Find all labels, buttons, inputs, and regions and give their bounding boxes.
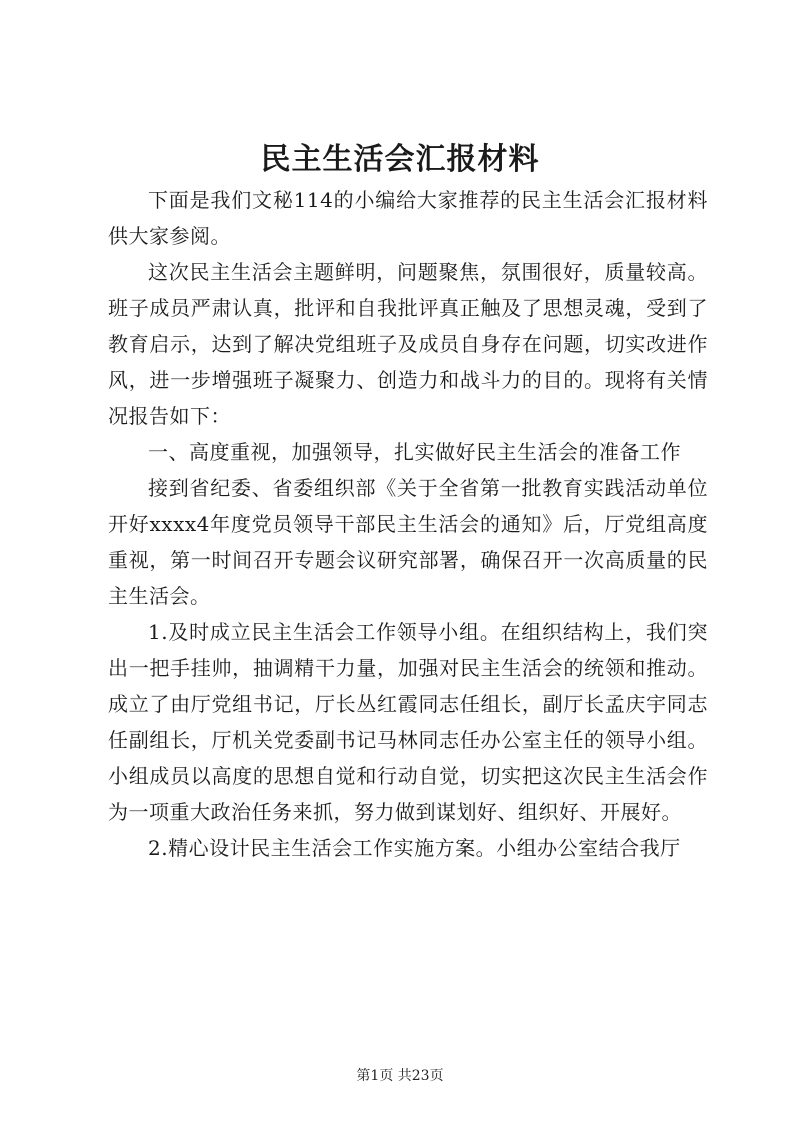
paragraph-notice: 接到省纪委、省委组织部《关于全省第一批教育实践活动单位开好xxxx4年度党员领导干部民主生活会的通知》后，厅党组高度重视，第一时间召开专题会议研究部署，确保召开一次高质量的民主生活会。 bbox=[108, 476, 708, 608]
paragraph-item-1: 1.及时成立民主生活会工作领导小组。在组织结构上，我们突出一把手挂帅，抽调精干力量，加强对民主生活会的统领和推动。成立了由厅党组书记，厅长丛红霞同志任组长，副厅长孟庆宇同志任副组长，厅机关党委副书记马林同志任办公室主任的领导小组。小组成员以高度的思想自觉和行动自觉，切实把这次民主生活会作为一项重大政治任务来抓，努力做到谋划好、组织好、开展好。 bbox=[108, 620, 708, 824]
page-footer: 第1页 共23页 bbox=[356, 1068, 444, 1084]
paragraph-summary: 这次民主生活会主题鲜明，问题聚焦，氛围很好，质量较高。班子成员严肃认真，批评和自我批评真正触及了思想灵魂，受到了教育启示，达到了解决党组班子及成员自身存在问题，切实改进作风，进一步增强班子凝聚力、创造力和战斗力的目的。现将有关情况报告如下： bbox=[108, 260, 708, 428]
paragraph-intro: 下面是我们文秘114的小编给大家推荐的民主生活会汇报材料供大家参阅。 bbox=[108, 188, 708, 248]
document-body bbox=[108, 182, 708, 866]
paragraph-item-2: 2.精心设计民主生活会工作实施方案。小组办公室结合我厅 bbox=[148, 836, 681, 860]
document-title: 民主生活会汇报材料 bbox=[260, 142, 540, 177]
section-heading-1: 一、高度重视，加强领导，扎实做好民主生活会的准备工作 bbox=[148, 440, 681, 464]
